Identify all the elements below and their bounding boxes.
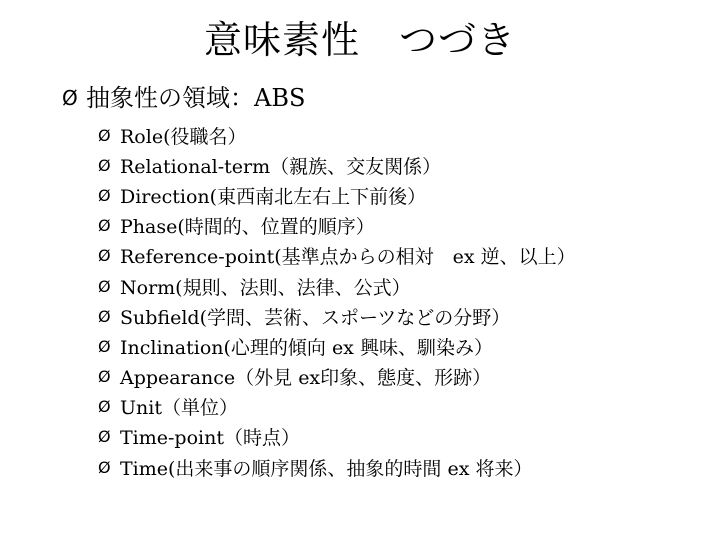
list-item — [98, 180, 576, 210]
arrow-bullet-icon: Ø — [62, 86, 78, 110]
arrow-bullet-icon: Ø — [98, 185, 111, 205]
list-item-text: Time(出来事の順序関係、抽象的時間 ex 将来） — [120, 457, 533, 480]
list-item-text: Inclination(心理的傾向 ex 興味、馴染み） — [120, 336, 493, 359]
main-point-text: 抽象性の領域：ABS — [86, 84, 306, 112]
list-item-text: Role(役職名） — [120, 125, 247, 148]
slide-title: 意味素性 つづき — [203, 18, 516, 62]
arrow-bullet-icon: Ø — [98, 367, 111, 387]
sub-bullet-list — [98, 120, 576, 482]
list-item — [98, 362, 576, 392]
list-item-text: Phase(時間的、位置的順序） — [120, 216, 375, 239]
list-item-text: Time-point（時点） — [120, 427, 300, 450]
arrow-bullet-icon: Ø — [98, 246, 111, 266]
list-item — [98, 120, 576, 150]
list-item — [98, 301, 576, 331]
main-bullet-point — [62, 83, 305, 113]
list-item-text: Unit（単位） — [120, 397, 238, 420]
arrow-bullet-icon: Ø — [98, 306, 111, 326]
list-item-text: Subfield(学問、芸術、スポーツなどの分野） — [120, 306, 511, 329]
list-item — [98, 241, 576, 271]
list-item-text: Norm(規則、法則、法律、公式） — [120, 276, 411, 299]
list-item — [98, 150, 576, 180]
arrow-bullet-icon: Ø — [98, 397, 111, 417]
arrow-bullet-icon: Ø — [98, 336, 111, 356]
arrow-bullet-icon: Ø — [98, 216, 111, 236]
list-item — [98, 331, 576, 361]
list-item-text: Direction(東西南北左右上下前後） — [120, 185, 427, 208]
list-item-text: Reference-point(基準点からの相対 ex 逆、以上） — [120, 246, 576, 269]
arrow-bullet-icon: Ø — [98, 155, 111, 175]
list-item-text: Appearance（外見 ex印象、態度、形跡） — [120, 367, 492, 390]
list-item — [98, 392, 576, 422]
list-item — [98, 271, 576, 301]
arrow-bullet-icon: Ø — [98, 125, 111, 145]
arrow-bullet-icon: Ø — [98, 457, 111, 477]
arrow-bullet-icon: Ø — [98, 276, 111, 296]
list-item — [98, 422, 576, 452]
arrow-bullet-icon: Ø — [98, 427, 111, 447]
list-item-text: Relational-term（親族、交友関係） — [120, 155, 442, 178]
list-item — [98, 452, 576, 482]
list-item — [98, 211, 576, 241]
